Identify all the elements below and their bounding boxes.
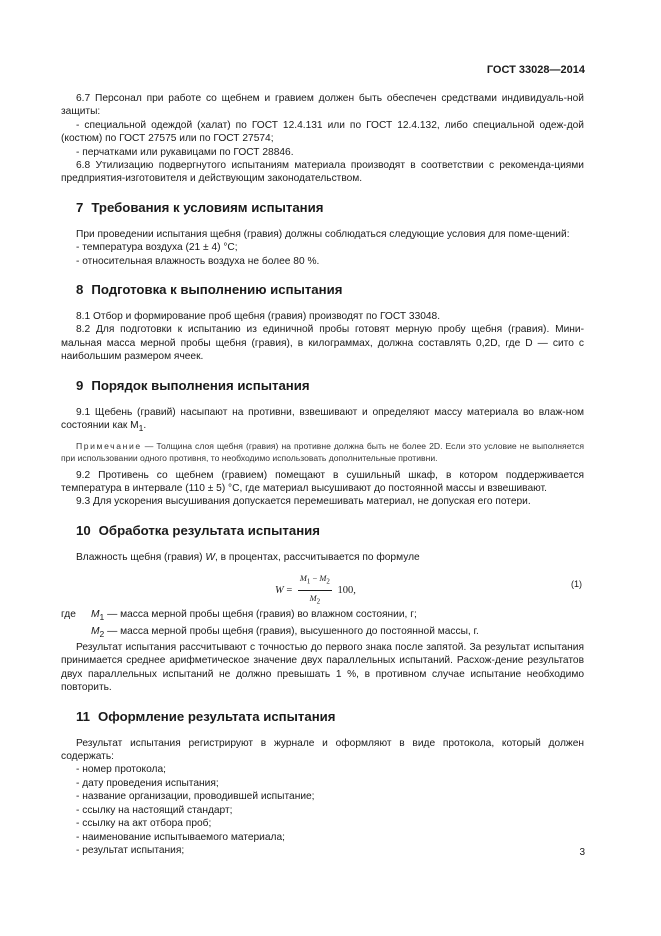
section-9-number: 9: [76, 377, 84, 393]
paragraph-9-1: [61, 406, 584, 436]
section-8-heading: [76, 282, 584, 298]
legend-m1-sub: 1: [99, 612, 105, 623]
section-10-number: 10: [76, 522, 91, 538]
section-10-intro-b: , в процентах, рассчитывается по формуле: [214, 551, 420, 563]
section-10-intro: [61, 551, 584, 564]
section-10-intro-var: W: [205, 551, 215, 563]
section-10-heading: [76, 523, 584, 539]
legend-m2-desc: — масса мерной пробы щебня (гравия), высушенного до постоянной массы, г.: [104, 625, 479, 637]
section-11-number: 11: [76, 708, 90, 724]
section-8-title: Подготовка к выполнению испытания: [91, 282, 343, 298]
formula-num-a: M: [299, 574, 307, 584]
formula-num-b-sub: 2: [326, 577, 330, 586]
formula-legend: [61, 608, 584, 641]
legend-m1: [61, 608, 584, 624]
protocol-item: - ссылку на акт отбора проб;: [76, 818, 212, 830]
protocol-item: - наименование испытываемого материала;: [76, 831, 285, 843]
paragraph-6-7: 6.7 Персонал при работе со щебнем и гравием должен быть обеспечен средствами индивидуаль-ной защиты:: [61, 93, 584, 118]
protocol-item: - номер протокола;: [76, 764, 166, 776]
formula-num-a-sub: 1: [306, 577, 311, 586]
formula-fraction: [298, 572, 332, 609]
formula-denominator: [298, 591, 332, 609]
formula-den: M: [309, 594, 317, 604]
paragraph-8-1: 8.1 Отбор и формирование проб щебня (гравия) производят по ГОСТ 33048.: [76, 311, 441, 323]
paragraph-9-1-end: .: [143, 420, 147, 432]
section-7-title: Требования к условиям испытания: [91, 199, 324, 215]
formula-expression: [275, 572, 356, 609]
equation-number: (1): [571, 579, 582, 590]
formula-den-sub: 2: [316, 597, 321, 606]
section-9-title: Порядок выполнения испытания: [91, 377, 310, 393]
section-7-heading: [76, 200, 584, 216]
section-10-result: Результат испытания рассчитывают с точностью до первого знака после запятой. За результат испытания принимается среднее арифметическое значение двух параллельных испытаний. Расхож-дение результатов двух параллельных испытаний не должно превышать 1 %, в противном случае испытание необходимо повторить.: [61, 642, 584, 694]
section-7-item-humidity: - относительная влажность воздуха не более 80 %.: [76, 255, 320, 267]
protocol-item: - ссылку на настоящий стандарт;: [76, 804, 233, 816]
paragraph-9-1-text: 9.1 Щебень (гравий) насыпают на противни, взвешивают и определяют массу материала во влаж-ном состоянии как M: [61, 406, 584, 432]
section-7-number: 7: [76, 199, 84, 215]
page-number: 3: [579, 847, 585, 858]
formula-tail: 100,: [337, 585, 356, 597]
formula-minus: −: [310, 574, 320, 584]
protocol-item: - название организации, проводившей испытание;: [76, 791, 315, 803]
protocol-item: - результат испытания;: [76, 844, 185, 856]
formula-lhs: W: [275, 585, 284, 597]
section-11-heading: [76, 709, 584, 725]
paragraph-6-7-item-2: - перчатками или рукавицами по ГОСТ 28846.: [76, 146, 294, 158]
paragraph-9-1-subscript: 1: [138, 423, 144, 434]
paragraph-8-2: 8.2 Для подготовки к испытанию из единичной пробы готовят мерную пробу щебня (гравия). Мини-мальная масса мерной пробы щебня (гравия), в килограммах, должна составлять 0,2D, где D — сито с наибольшим размером ячеек.: [61, 324, 584, 363]
legend-m2: [61, 625, 584, 641]
formula-num-b: M: [319, 574, 327, 584]
section-7-intro: При проведении испытания щебня (гравия) должны соблюдаться следующие условия для поме-щений:: [76, 228, 570, 240]
protocol-item: - дату проведения испытания;: [76, 777, 219, 789]
legend-m1-var: M: [91, 609, 100, 621]
section-11-intro: Результат испытания регистрируют в журнале и оформляют в виде протокола, который должен содержать:: [61, 737, 584, 763]
legend-m2-sub: 2: [99, 628, 105, 639]
section-10-intro-a: Влажность щебня (гравия): [76, 551, 206, 563]
document-body: [61, 92, 584, 857]
legend-m2-text: [91, 625, 479, 641]
section-9-heading: [76, 378, 584, 394]
legend-m1-text: [91, 608, 417, 624]
note-text: — Толщина слоя щебня (гравия) на противне должна быть не более 2D. Если это условие не выполняется при использовании одного противня, то необходимо использовать дополнительные противни.: [61, 440, 584, 463]
section-11-title: Оформление результата испытания: [97, 708, 336, 724]
section-7-item-temperature: - температура воздуха (21 ± 4) °С;: [76, 242, 238, 254]
legend-where-word: где: [61, 609, 76, 621]
note-9-1: [61, 440, 584, 464]
legend-m1-desc: — масса мерной пробы щебня (гравия) во влажном состоянии, г;: [104, 609, 417, 621]
section-8-number: 8: [76, 282, 84, 298]
paragraph-9-3: 9.3 Для ускорения высушивания допускается перемешивать материал, не допуская его потери.: [76, 496, 531, 508]
formula-numerator: [298, 572, 332, 591]
formula-1: [61, 568, 584, 604]
paragraph-6-8: 6.8 Утилизацию подвергнутого испытаниям материала производят в соответствии с рекоменда-циями предприятия-изготовителя и действующим законодательством.: [61, 160, 584, 185]
formula-equals: =: [286, 585, 293, 597]
paragraph-6-7-item-1: - специальной одеждой (халат) по ГОСТ 12.4.131 или по ГОСТ 12.4.132, либо специальной одеж-дой (костюм) по ГОСТ 27575 или по ГОСТ 27574;: [61, 119, 584, 145]
note-lead: Примечание: [76, 440, 142, 451]
standard-code: ГОСТ 33028—2014: [486, 64, 585, 76]
legend-m2-var: M: [91, 625, 100, 637]
section-10-title: Обработка результата испытания: [98, 522, 320, 538]
paragraph-9-2: 9.2 Противень со щебнем (гравием) помещают в сушильный шкаф, в котором поддерживается температура в интервале (110 ± 5) °С, где материал высушивают до постоянной массы и взвешивают.: [61, 469, 584, 494]
